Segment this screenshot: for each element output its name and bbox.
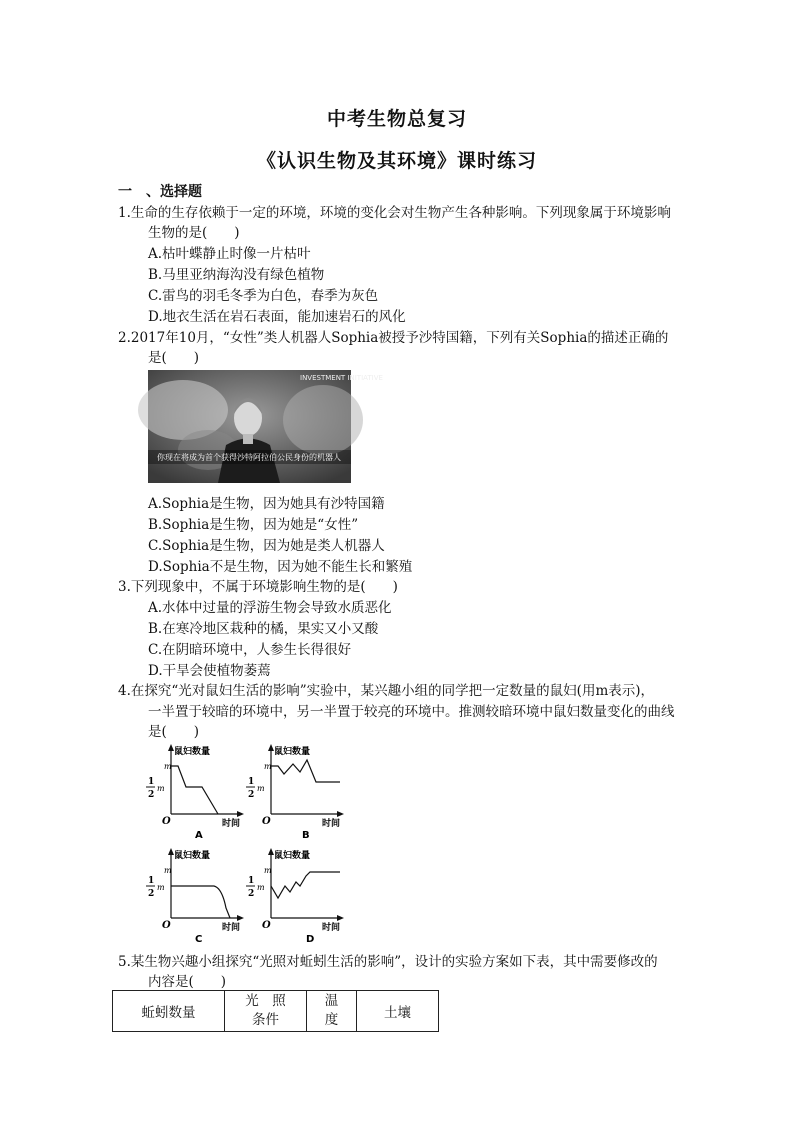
- photo-caption: 你现在将成为首个获得沙特阿拉伯公民身份的机器人: [157, 453, 341, 462]
- graph-b-half-m: m: [257, 784, 265, 793]
- graph-c: [140, 846, 250, 946]
- q2-option-c: C.Sophia是生物，因为她是类人机器人: [148, 538, 385, 554]
- q2-option-d: D.Sophia不是生物，因为她不能生长和繁殖: [148, 559, 413, 575]
- graph-a-xlabel: 时间: [222, 819, 241, 829]
- graph-b-xlabel: 时间: [322, 819, 341, 829]
- q1-option-a: A.枯叶蝶静止时像一片枯叶: [148, 246, 311, 262]
- graph-b-m-tick: m: [264, 762, 272, 771]
- graph-a-half-m: m: [157, 784, 165, 793]
- q1-option-b: B.马里亚纳海沟没有绿色植物: [148, 267, 325, 283]
- q2-stem-line1: 2.2017年10月，“女性”类人机器人Sophia被授予沙特国籍，下列有关Sophia的描述正确的: [118, 330, 669, 346]
- q2-option-a: A.Sophia是生物，因为她具有沙特国籍: [148, 496, 385, 512]
- graph-d-curve: [271, 872, 340, 898]
- table-cell-temperature: [307, 991, 357, 1032]
- q1-stem-line2: 生物的是( ): [148, 225, 240, 241]
- graph-b-half-den: 2: [248, 790, 255, 800]
- graph-b-curve: [271, 760, 340, 782]
- graph-c-half-den: 2: [148, 889, 155, 899]
- graph-d-m-tick: m: [264, 866, 272, 875]
- photo-illustration: [148, 370, 383, 483]
- sophia-robot-photo: [148, 370, 383, 483]
- temp-label-line1: 温: [324, 993, 339, 1009]
- graph-b-label: B: [302, 830, 310, 841]
- q4-stem-line1: 4.在探究“光对鼠妇生活的影响”实验中，某兴趣小组的同学把一定数量的鼠妇(用m表示)，: [118, 683, 655, 699]
- q1-option-d: D.地衣生活在岩石表面，能加速岩石的风化: [148, 309, 406, 325]
- graph-c-ylabel: 鼠妇数量: [174, 851, 211, 861]
- light-label-line2: 条件: [252, 1012, 279, 1028]
- table-header-row: [113, 991, 439, 1032]
- q3-option-d: D.干旱会使植物萎蔫: [148, 663, 271, 679]
- photo-sign-text: INVESTMENT INITIATIVE: [300, 374, 383, 382]
- graph-a-curve: [171, 766, 218, 814]
- q1-option-c: C.雷鸟的羽毛冬季为白色，春季为灰色: [148, 288, 379, 304]
- graph-b-origin: O: [262, 816, 271, 827]
- q3-option-a: A.水体中过量的浮游生物会导致水质恶化: [148, 600, 392, 616]
- graph-c-curve: [171, 886, 230, 918]
- temp-label-line2: 度: [324, 1012, 339, 1028]
- graph-c-m-tick: m: [164, 866, 172, 875]
- graph-c-half-m: m: [157, 883, 165, 892]
- q4-stem-line3: 是( ): [148, 724, 200, 740]
- table-cell-light-condition: [225, 991, 307, 1032]
- graph-d: [240, 846, 350, 946]
- graph-d-ylabel: 鼠妇数量: [274, 851, 311, 861]
- graph-d-half-den: 2: [248, 889, 255, 899]
- page-subtitle: 《认识生物及其环境》课时练习: [256, 150, 537, 172]
- graph-b-half-num: 1: [248, 777, 255, 787]
- graph-a-m-tick: m: [164, 762, 172, 771]
- graph-a: [140, 742, 250, 842]
- graph-d-label: D: [306, 934, 315, 945]
- q1-stem-line1: 1.生命的生存依赖于一定的环境，环境的变化会对生物产生各种影响。下列现象属于环境影响: [118, 205, 671, 221]
- graph-d-origin: O: [262, 920, 271, 931]
- experiment-table: [112, 990, 439, 1032]
- q5-stem-line1: 5.某生物兴趣小组探究“光照对蚯蚓生活的影响”，设计的实验方案如下表，其中需要修改的: [118, 954, 658, 970]
- graph-d-half-m: m: [257, 883, 265, 892]
- graph-c-xlabel: 时间: [222, 923, 241, 933]
- q4-stem-line2: 一半置于较暗的环境中，另一半置于较亮的环境中。推测较暗环境中鼠妇数量变化的曲线: [148, 704, 675, 720]
- page-title: 中考生物总复习: [326, 108, 467, 130]
- table-cell-earthworm-count: 蚯蚓数量: [113, 991, 225, 1032]
- light-label-line1: 光 照: [245, 993, 286, 1009]
- graph-b: [240, 742, 350, 842]
- graph-c-origin: O: [162, 920, 171, 931]
- graph-d-half-num: 1: [248, 876, 255, 886]
- graph-b-ylabel: 鼠妇数量: [274, 747, 311, 757]
- graph-c-label: C: [195, 934, 203, 945]
- graph-d-xlabel: 时间: [322, 923, 341, 933]
- q3-stem: 3.下列现象中，不属于环境影响生物的是( ): [118, 579, 398, 595]
- graph-c-half-num: 1: [148, 876, 155, 886]
- graph-a-half-num: 1: [148, 777, 155, 787]
- q3-option-c: C.在阴暗环境中，人参生长得很好: [148, 642, 352, 658]
- section-heading: 一 、选择题: [118, 184, 202, 200]
- graph-a-origin: O: [162, 816, 171, 827]
- graph-a-half-den: 2: [148, 790, 155, 800]
- q2-stem-line2: 是( ): [148, 350, 200, 366]
- graph-a-label: A: [195, 830, 203, 841]
- q2-option-b: B.Sophia是生物，因为她是“女性”: [148, 517, 359, 533]
- graph-a-ylabel: 鼠妇数量: [174, 747, 211, 757]
- q3-option-b: B.在寒冷地区栽种的橘，果实又小又酸: [148, 621, 379, 637]
- q5-stem-line2: 内容是( ): [148, 974, 227, 990]
- table-cell-soil: 土壤: [357, 991, 439, 1032]
